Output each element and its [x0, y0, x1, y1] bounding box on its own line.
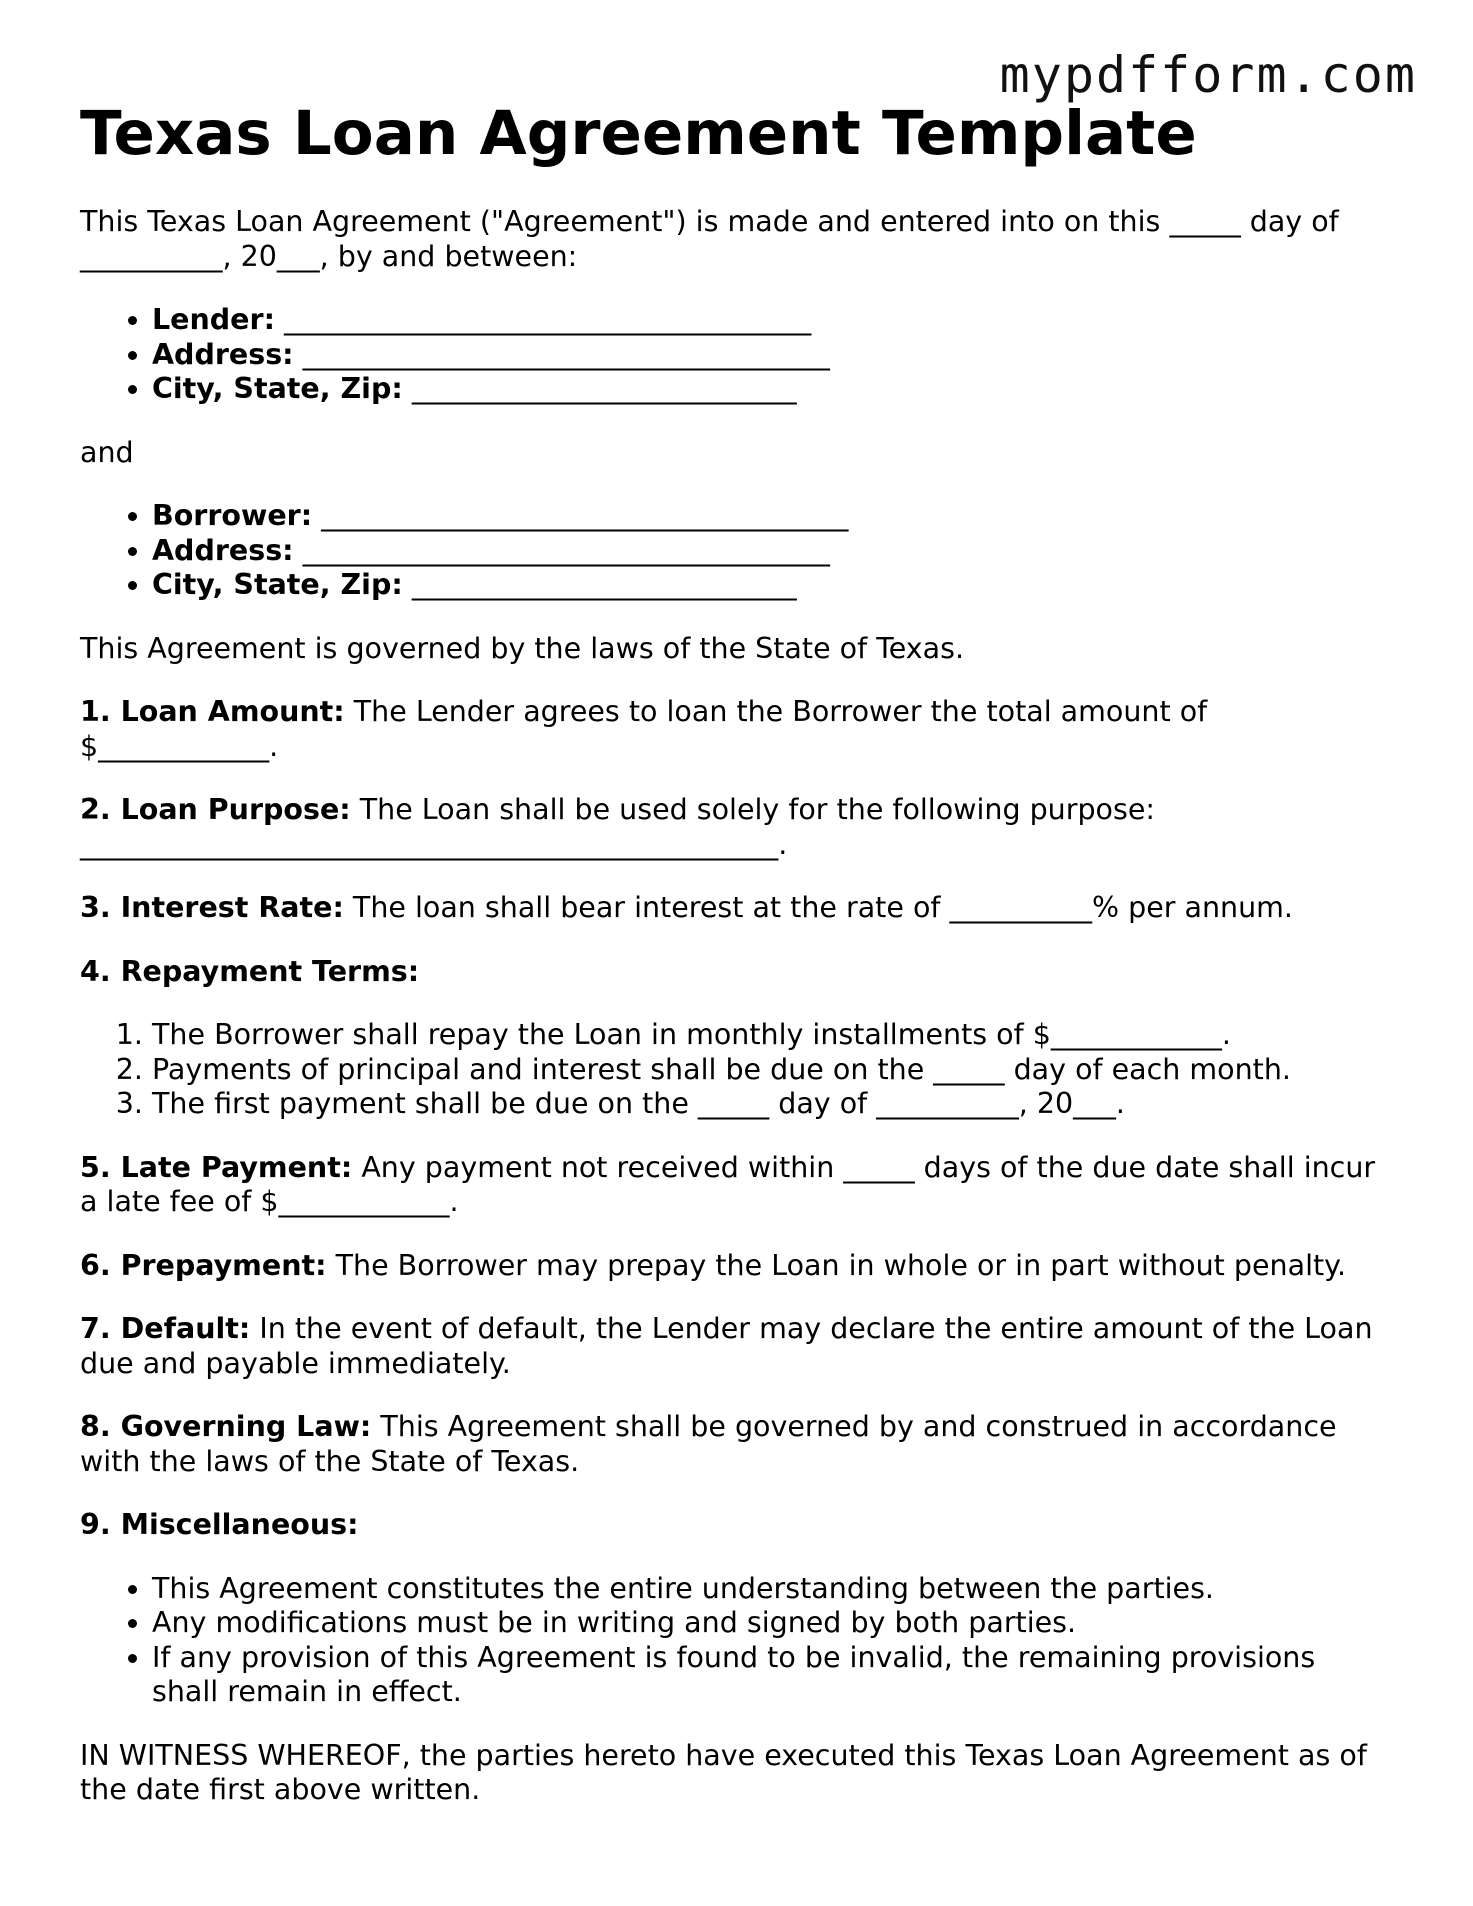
borrower-address-label: Address: — [152, 533, 294, 567]
witness-line-1: IN WITNESS WHEREOF, the parties hereto have executed this Texas Loan Agreement as of — [80, 1738, 1367, 1772]
late-payment-text: Any payment not received within _____ days of the due date shall incur — [361, 1150, 1376, 1184]
loan-purpose-text: The Loan shall be used solely for the following purpose: — [359, 793, 1155, 827]
borrower-name-label: Borrower: — [152, 499, 313, 533]
section-governing-law — [80, 1410, 1400, 1479]
lender-name-blank[interactable]: _____________________________________ — [284, 303, 812, 337]
interest-rate-text: The loan shall bear interest at the rate of __________% per annum. — [352, 891, 1293, 925]
borrower-city-blank[interactable]: ___________________________ — [411, 568, 797, 602]
miscellaneous-item-3-line-2: shall remain in effect. — [152, 1675, 462, 1709]
default-text: In the event of default, the Lender may declare the entire amount of the Loan — [259, 1312, 1373, 1346]
repayment-terms-list — [80, 1018, 1400, 1122]
lender-name-item — [152, 303, 1400, 338]
default-line-2: due and payable immediately. — [80, 1346, 511, 1380]
lender-city-blank[interactable]: ___________________________ — [411, 372, 797, 406]
witness-line-2: the date first above written. — [80, 1773, 481, 1807]
miscellaneous-item: • This Agreement constitutes the entire understanding between the parties. — [152, 1572, 1400, 1607]
section-miscellaneous — [80, 1508, 1400, 1543]
lender-address-blank[interactable]: _____________________________________ — [302, 337, 830, 371]
borrower-address-item — [152, 534, 1400, 569]
section-interest-rate — [80, 891, 1400, 926]
miscellaneous-list — [80, 1572, 1400, 1710]
late-payment-label: 5. Late Payment: — [80, 1150, 353, 1184]
document-title: Texas Loan Agreement Template — [80, 98, 1197, 169]
repayment-term-item: 3. The first payment shall be due on the _____ day of __________, 20___. — [152, 1087, 1400, 1122]
repayment-term-item: 2. Payments of principal and interest shall be due on the _____ day of each month. — [152, 1053, 1400, 1088]
interest-rate-label: 3. Interest Rate: — [80, 891, 344, 925]
borrower-address-blank[interactable]: _____________________________________ — [302, 533, 830, 567]
prepayment-label: 6. Prepayment: — [80, 1248, 327, 1282]
borrower-name-blank[interactable]: _____________________________________ — [321, 499, 849, 533]
governing-law-text: This Agreement shall be governed by and construed in accordance — [380, 1410, 1337, 1444]
borrower-name-item — [152, 499, 1400, 534]
section-late-payment — [80, 1151, 1400, 1220]
miscellaneous-label: 9. Miscellaneous: — [80, 1508, 359, 1542]
repayment-term-item: 1. The Borrower shall repay the Loan in monthly installments of $____________. — [152, 1018, 1400, 1053]
loan-amount-label: 1. Loan Amount: — [80, 695, 345, 729]
lender-list — [80, 303, 1400, 407]
section-loan-purpose — [80, 793, 1400, 862]
intro-line-2: __________, 20___, by and between: — [80, 239, 578, 273]
governed-text: This Agreement is governed by the laws of the State of Texas. — [80, 631, 965, 665]
prepayment-text: The Borrower may prepay the Loan in whole or in part without penalty. — [335, 1248, 1347, 1282]
document-page — [80, 100, 1400, 1837]
miscellaneous-item-3-line-1: If any provision of this Agreement is found to be invalid, the remaining provisions — [152, 1640, 1316, 1674]
lender-address-item — [152, 338, 1400, 373]
borrower-list — [80, 499, 1400, 603]
loan-purpose-label: 2. Loan Purpose: — [80, 793, 351, 827]
repayment-terms-label: 4. Repayment Terms: — [80, 954, 420, 988]
miscellaneous-item: • Any modifications must be in writing and signed by both parties. — [152, 1606, 1400, 1641]
governing-law-label: 8. Governing Law: — [80, 1410, 372, 1444]
section-repayment-terms — [80, 955, 1400, 990]
intro-paragraph — [80, 205, 1400, 274]
late-payment-line-2: a late fee of $____________. — [80, 1185, 459, 1219]
loan-amount-blank[interactable]: $____________. — [80, 729, 279, 763]
default-label: 7. Default: — [80, 1312, 251, 1346]
borrower-city-label: City, State, Zip: — [152, 568, 403, 602]
loan-purpose-blank[interactable]: _________________________________________________. — [80, 827, 788, 861]
loan-amount-text: The Lender agrees to loan the Borrower the total amount of — [353, 695, 1208, 729]
section-default — [80, 1312, 1400, 1381]
governing-law-line-2: with the laws of the State of Texas. — [80, 1444, 580, 1478]
lender-name-label: Lender: — [152, 303, 275, 337]
miscellaneous-item — [152, 1641, 1400, 1710]
and-text: and — [80, 435, 134, 469]
section-loan-amount — [80, 695, 1400, 764]
intro-line-1: This Texas Loan Agreement ("Agreement") is made and entered into on this _____ day of — [80, 205, 1339, 239]
lender-city-item — [152, 372, 1400, 407]
witness-paragraph — [80, 1739, 1400, 1808]
borrower-city-item — [152, 568, 1400, 603]
lender-city-label: City, State, Zip: — [152, 372, 403, 406]
section-prepayment — [80, 1249, 1400, 1284]
lender-address-label: Address: — [152, 337, 294, 371]
site-watermark: mypdfform.com — [999, 46, 1417, 104]
